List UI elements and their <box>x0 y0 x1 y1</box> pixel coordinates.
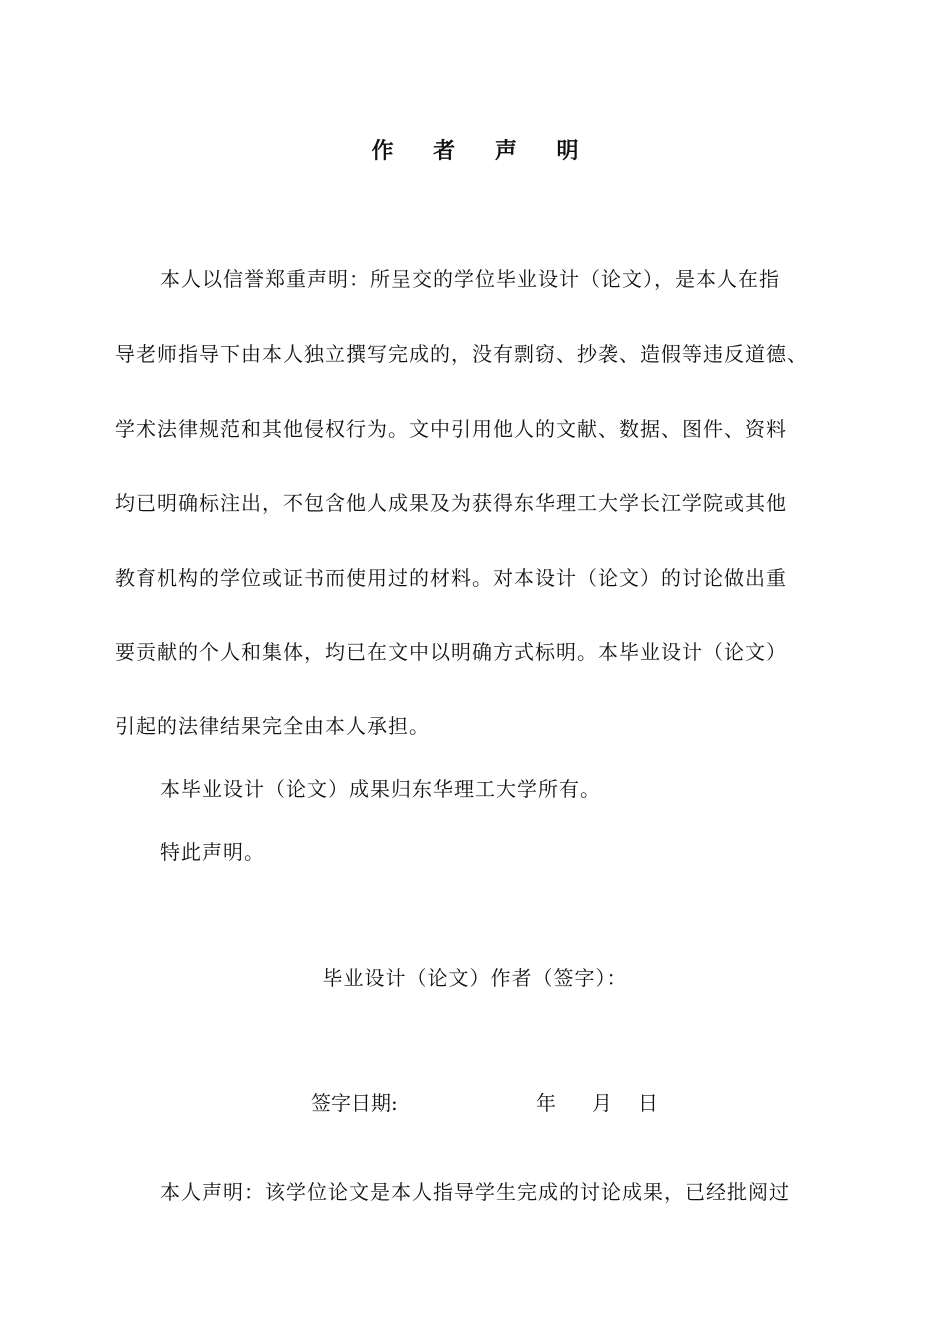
page-title: 作 者 声 明 <box>371 138 595 164</box>
declaration-line-4: 均已明确标注出，不包含他人成果及为获得东华理工大学长江学院或其他 <box>115 491 787 515</box>
signature-label: 毕业设计（论文）作者（签字）： <box>322 966 628 990</box>
declaration-line-7: 引起的法律结果完全由本人承担。 <box>115 714 430 738</box>
declaration-line-3: 学术法律规范和其他侵权行为。文中引用他人的文献、数据、图件、资料 <box>115 417 787 441</box>
advisor-statement: 本人声明：该学位论文是本人指导学生完成的讨论成果，已经批阅过 <box>160 1180 790 1204</box>
declaration-line-5: 教育机构的学位或证书而使用过的材料。对本设计（论文）的讨论做出重 <box>115 566 787 590</box>
date-year-label: 年 <box>536 1091 556 1115</box>
ownership-statement: 本毕业设计（论文）成果归东华理工大学所有。 <box>160 777 601 801</box>
closing-statement: 特此声明。 <box>160 840 265 864</box>
date-day-label: 日 <box>638 1091 658 1115</box>
date-month-label: 月 <box>592 1091 612 1115</box>
date-label: 签字日期: <box>311 1091 398 1115</box>
declaration-line-6: 要贡献的个人和集体，均已在文中以明确方式标明。本毕业设计（论文） <box>115 640 787 664</box>
declaration-line-1: 本人以信誉郑重声明：所呈交的学位毕业设计（论文），是本人在指 <box>160 267 780 291</box>
declaration-line-2: 导老师指导下由本人独立撰写完成的，没有剽窃、抄袭、造假等违反道德、 <box>115 342 808 366</box>
signature-date-row <box>311 1089 691 1117</box>
